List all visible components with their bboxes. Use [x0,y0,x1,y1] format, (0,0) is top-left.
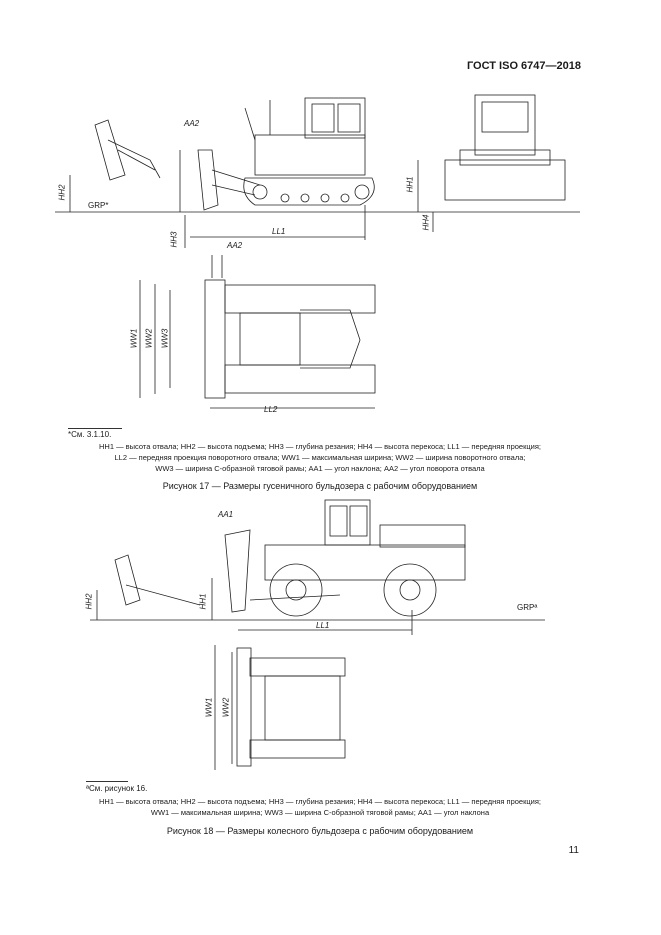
fig18-grp-label: GRPª [517,603,538,612]
fig17-legend-line: WW3 — ширина С-образной тяговой рамы; AA1 — угол наклона; AA2 — угол поворота отвала [155,464,485,473]
crawler-body-side [244,98,375,205]
fig17-grp-label: GRP* [88,201,109,210]
raised-blade-outline [95,120,160,180]
fig18-ll1-label: LL1 [316,621,330,630]
crawler-front-view [418,95,580,232]
fig18-legend [40,796,600,818]
fig17-legend-line: HH1 — высота отвала; HH2 — высота подъема; HH3 — глубина резания; HH4 — высота перекоса; LL1 — передняя проекция; [98,442,542,451]
fig17-ll1-label: LL1 [272,227,286,236]
fig18-legend-line: HH1 — высота отвала; HH2 — высота подъема; HH3 — глубина резания; HH4 — высота перекоса; LL1 — передняя проекция; [98,797,542,806]
fig18-hh1-label: HH1 [198,593,208,610]
dozer-blade-side [198,150,260,210]
fig17-aa2-label: AA2 [184,119,200,128]
fig17-hh3-label: HH3 [169,231,179,248]
fig17-hh1-label: HH1 [405,176,415,193]
wheel-dozer-side [115,500,465,616]
fig17-aa2-plan-label: AA2 [227,241,243,250]
fig17-ww3-label: WW3 [160,328,170,349]
fig18-ww2-label: WW2 [221,697,231,718]
fig17-hh2-label: HH2 [57,184,67,201]
fig18-hh2-label: HH2 [84,593,94,610]
page-number: 11 [568,845,579,856]
wheel-dozer-plan [215,645,345,770]
crawler-plan-view [140,255,375,408]
fig18-caption: Рисунок 18 — Размеры колесного бульдозера с рабочим оборудованием [166,826,474,836]
fig17-ll2-label: LL2 [264,405,278,414]
fig17-footnote: *См. 3.1.10. [68,430,112,439]
fig17-ww2-label: WW2 [144,328,154,349]
standard-header: ГОСТ ISO 6747—2018 [466,60,581,72]
fig18-footnote: ªСм. рисунок 16. [86,784,148,793]
fig17-caption: Рисунок 17 — Размеры гусеничного бульдозера с рабочим оборудованием [162,481,478,491]
fig18-aa1-label: AA1 [218,510,234,519]
fig17-hh4-label: HH4 [421,214,431,231]
fig17-legend-line: LL2 — передняя проекция поворотного отвала; WW1 — максимальная ширина; WW2 — ширина поворотного отвала; [114,453,526,462]
fig18-legend-line: WW1 — максимальная ширина; WW3 — ширина С-образной тяговой рамы; AA1 — угол наклона [150,808,490,817]
fig18-ww1-label: WW1 [204,697,214,718]
fig17-legend [40,441,600,474]
fig17-ww1-label: WW1 [129,328,139,349]
